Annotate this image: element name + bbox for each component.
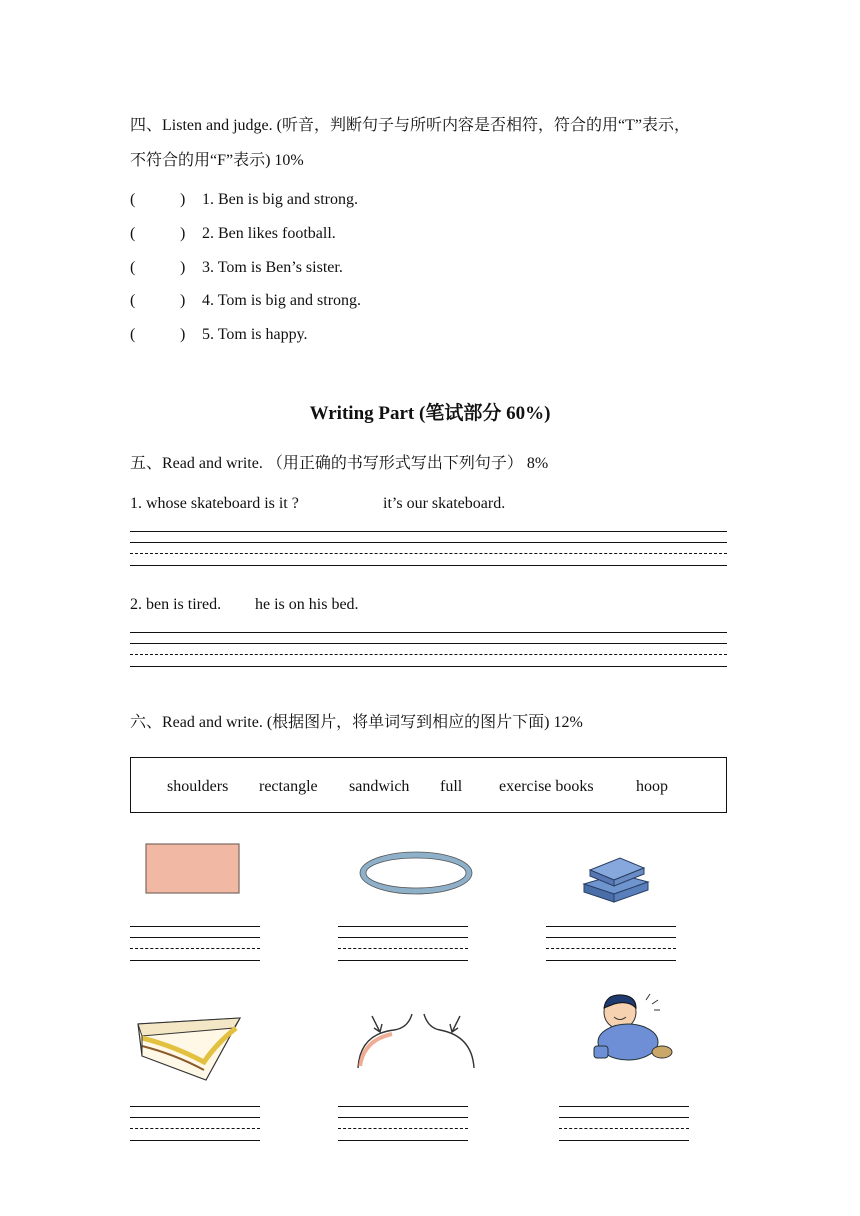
sandwich-picture: [134, 1014, 246, 1086]
section5-heading: 五、Read and write. （用正确的书写形式写出下列句子） 8%: [130, 455, 549, 472]
hoop-picture: [358, 850, 476, 898]
answer-lines-picture-5[interactable]: [338, 1106, 468, 1142]
word-bank-item: full: [440, 778, 463, 795]
word-bank-item: exercise books: [499, 778, 594, 795]
answer-paren-open: (: [130, 326, 136, 343]
judge-item-1: [130, 191, 530, 211]
exercise-books-picture: [578, 848, 654, 908]
q1-part-b: it’s our skateboard.: [383, 495, 506, 512]
answer-paren-close: ): [180, 259, 186, 276]
q2-part-b: he is on his bed.: [255, 596, 359, 613]
section4-heading-line1: 四、Listen and judge. (听音，判断句子与所听内容是否相符，符合的用“T”表示，: [130, 117, 690, 134]
judge-sentence: 1. Ben is big and strong.: [202, 191, 358, 208]
section4-heading-line2: 不符合的用“F”表示) 10%: [130, 152, 304, 169]
q2-part-a: 2. ben is tired.: [130, 596, 222, 613]
judge-sentence: 4. Tom is big and strong.: [202, 292, 362, 309]
word-bank-item: sandwich: [349, 778, 410, 795]
answer-lines-picture-3[interactable]: [546, 926, 676, 962]
judge-item-2: [130, 225, 530, 245]
word-bank-item: shoulders: [167, 778, 229, 795]
rectangle-picture: [144, 840, 242, 896]
answer-paren-close: ): [180, 225, 186, 242]
writing-lines-q1[interactable]: [130, 531, 727, 567]
judge-sentence: 2. Ben likes football.: [202, 225, 336, 242]
answer-paren-open: (: [130, 225, 136, 242]
judge-item-4: [130, 292, 530, 312]
answer-paren-open: (: [130, 259, 136, 276]
full-boy-picture: [584, 990, 680, 1068]
word-bank-item: rectangle: [259, 778, 318, 795]
answer-paren-open: (: [130, 292, 136, 309]
judge-sentence: 3. Tom is Ben’s sister.: [202, 259, 343, 276]
judge-sentence: 5. Tom is happy.: [202, 326, 308, 343]
answer-lines-picture-6[interactable]: [559, 1106, 689, 1142]
shoulders-picture: [354, 1010, 478, 1070]
answer-lines-picture-4[interactable]: [130, 1106, 260, 1142]
section6-heading: 六、Read and write. (根据图片，将单词写到相应的图片下面) 12%: [130, 714, 583, 731]
answer-paren-close: ): [180, 191, 186, 208]
q1-part-a: 1. whose skateboard is it ?: [130, 495, 299, 512]
writing-lines-q2[interactable]: [130, 632, 727, 668]
answer-paren-close: ): [180, 292, 186, 309]
answer-paren-close: ): [180, 326, 186, 343]
writing-part-title: Writing Part (笔试部分 60%): [309, 403, 551, 424]
word-bank-item: hoop: [636, 778, 668, 795]
judge-item-5: [130, 326, 530, 346]
judge-item-3: [130, 259, 530, 279]
answer-lines-picture-1[interactable]: [130, 926, 260, 962]
answer-paren-open: (: [130, 191, 136, 208]
word-bank-box: [130, 757, 727, 813]
answer-lines-picture-2[interactable]: [338, 926, 468, 962]
